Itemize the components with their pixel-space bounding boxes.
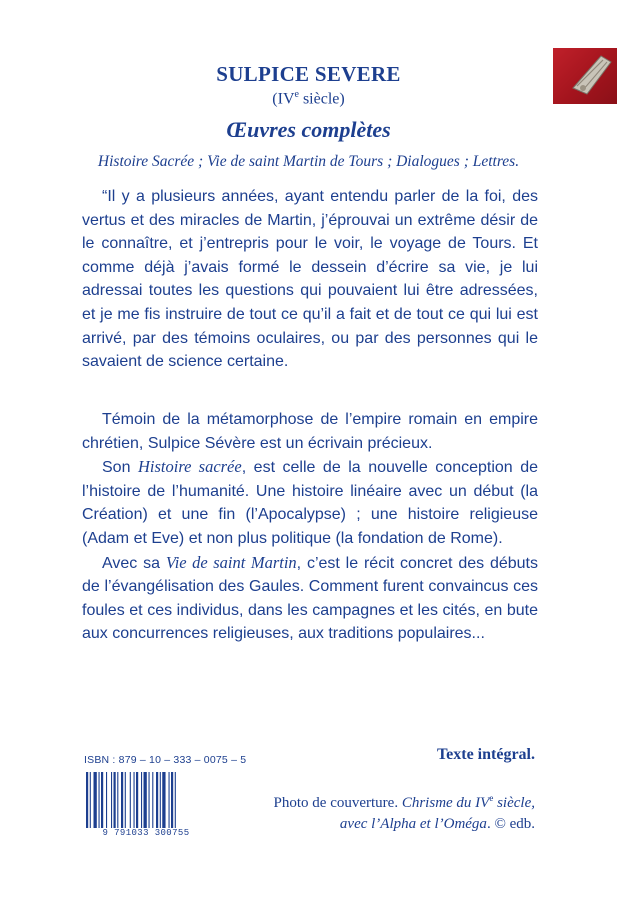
barcode-bar (125, 772, 126, 828)
barcode-bar (106, 772, 107, 828)
author-name: SULPICE SEVERE (216, 62, 401, 86)
photo-credit: Photo de couverture. Chrisme du IVe siècle, avec l’Alpha et l’Oméga. © edb. (273, 793, 535, 832)
barcode-bar (141, 772, 142, 828)
barcode-bar (160, 772, 161, 828)
barcode-bar (111, 772, 112, 828)
blurb-paragraph-1: Témoin de la métamorphose de l’empire romain en empire chrétien, Sulpice Sévère est un écrivain précieux. (82, 411, 538, 452)
barcode-bar (90, 772, 91, 828)
barcode-bar (86, 772, 88, 828)
quote-text: “Il y a plusieurs années, ayant entendu parler de la foi, des vertus et des miracles de Martin, j’éprouvai un extrême désir de le connaître, et j’entrepris pour le voir, le voyage de Tours. Et comme déjà j’avais formé le dessein d’écrire sa vie, je lui adressai toutes les questions qui pouvaient lui être adressées, et je me fis instruire de tout ce qu’il a fait et de tout ce qui lui est arrivé, par des témoins oculaires, ou par des personnes qui le savaient de science certaine. (82, 188, 538, 371)
barcode-bar (149, 772, 150, 828)
barcode (84, 772, 208, 828)
isbn-label: ISBN : 879 – 10 – 333 – 0075 – 5 (84, 754, 247, 766)
blurb-paragraph-3: Avec sa Vie de saint Martin, c’est le récit concret des débuts de l’évangélisation des Gaules. Comment furent convaincus ces foules et ces individus, dans les campagnes et les cités, en bute aux concurrences religieuses, aux traditions populaires... (82, 552, 539, 643)
barcode-bar (175, 772, 176, 828)
barcode-bar (121, 772, 123, 828)
blurb-paragraph-2: Son Histoire sacrée, est celle de la nouvelle conception de l’histoire de l’humanité. Une histoire linéaire avec un début (la Création) et une fin (l’Apocalypse) ; une histoire religieuse (Adam et Eve) et non plus politique (la fondation de Rome). (82, 457, 538, 547)
century-label: (IVe siècle) (272, 89, 345, 108)
integral-text-label: Texte intégral. (436, 746, 535, 763)
blurb (82, 408, 538, 646)
barcode-bar (156, 772, 158, 828)
barcode-bar (99, 772, 100, 828)
barcode-bar (114, 772, 116, 828)
barcode-bar (171, 772, 173, 828)
barcode-bar (130, 772, 131, 828)
barcode-digits: 9 791033 300755 (102, 828, 190, 838)
barcode-bar (134, 772, 135, 828)
work-contents: Histoire Sacrée ; Vie de saint Martin de Tours ; Dialogues ; Lettres. (97, 153, 520, 170)
barcode-bar (117, 772, 118, 828)
barcode-bar (136, 772, 138, 828)
author-quote (82, 185, 538, 374)
barcode-bar (101, 772, 103, 828)
barcode-bar (94, 772, 97, 828)
barcode-bar (152, 772, 153, 828)
barcode-bar (144, 772, 147, 828)
work-title: Œuvres complètes (226, 117, 391, 142)
barcode-bar (162, 772, 165, 828)
barcode-bar (169, 772, 170, 828)
